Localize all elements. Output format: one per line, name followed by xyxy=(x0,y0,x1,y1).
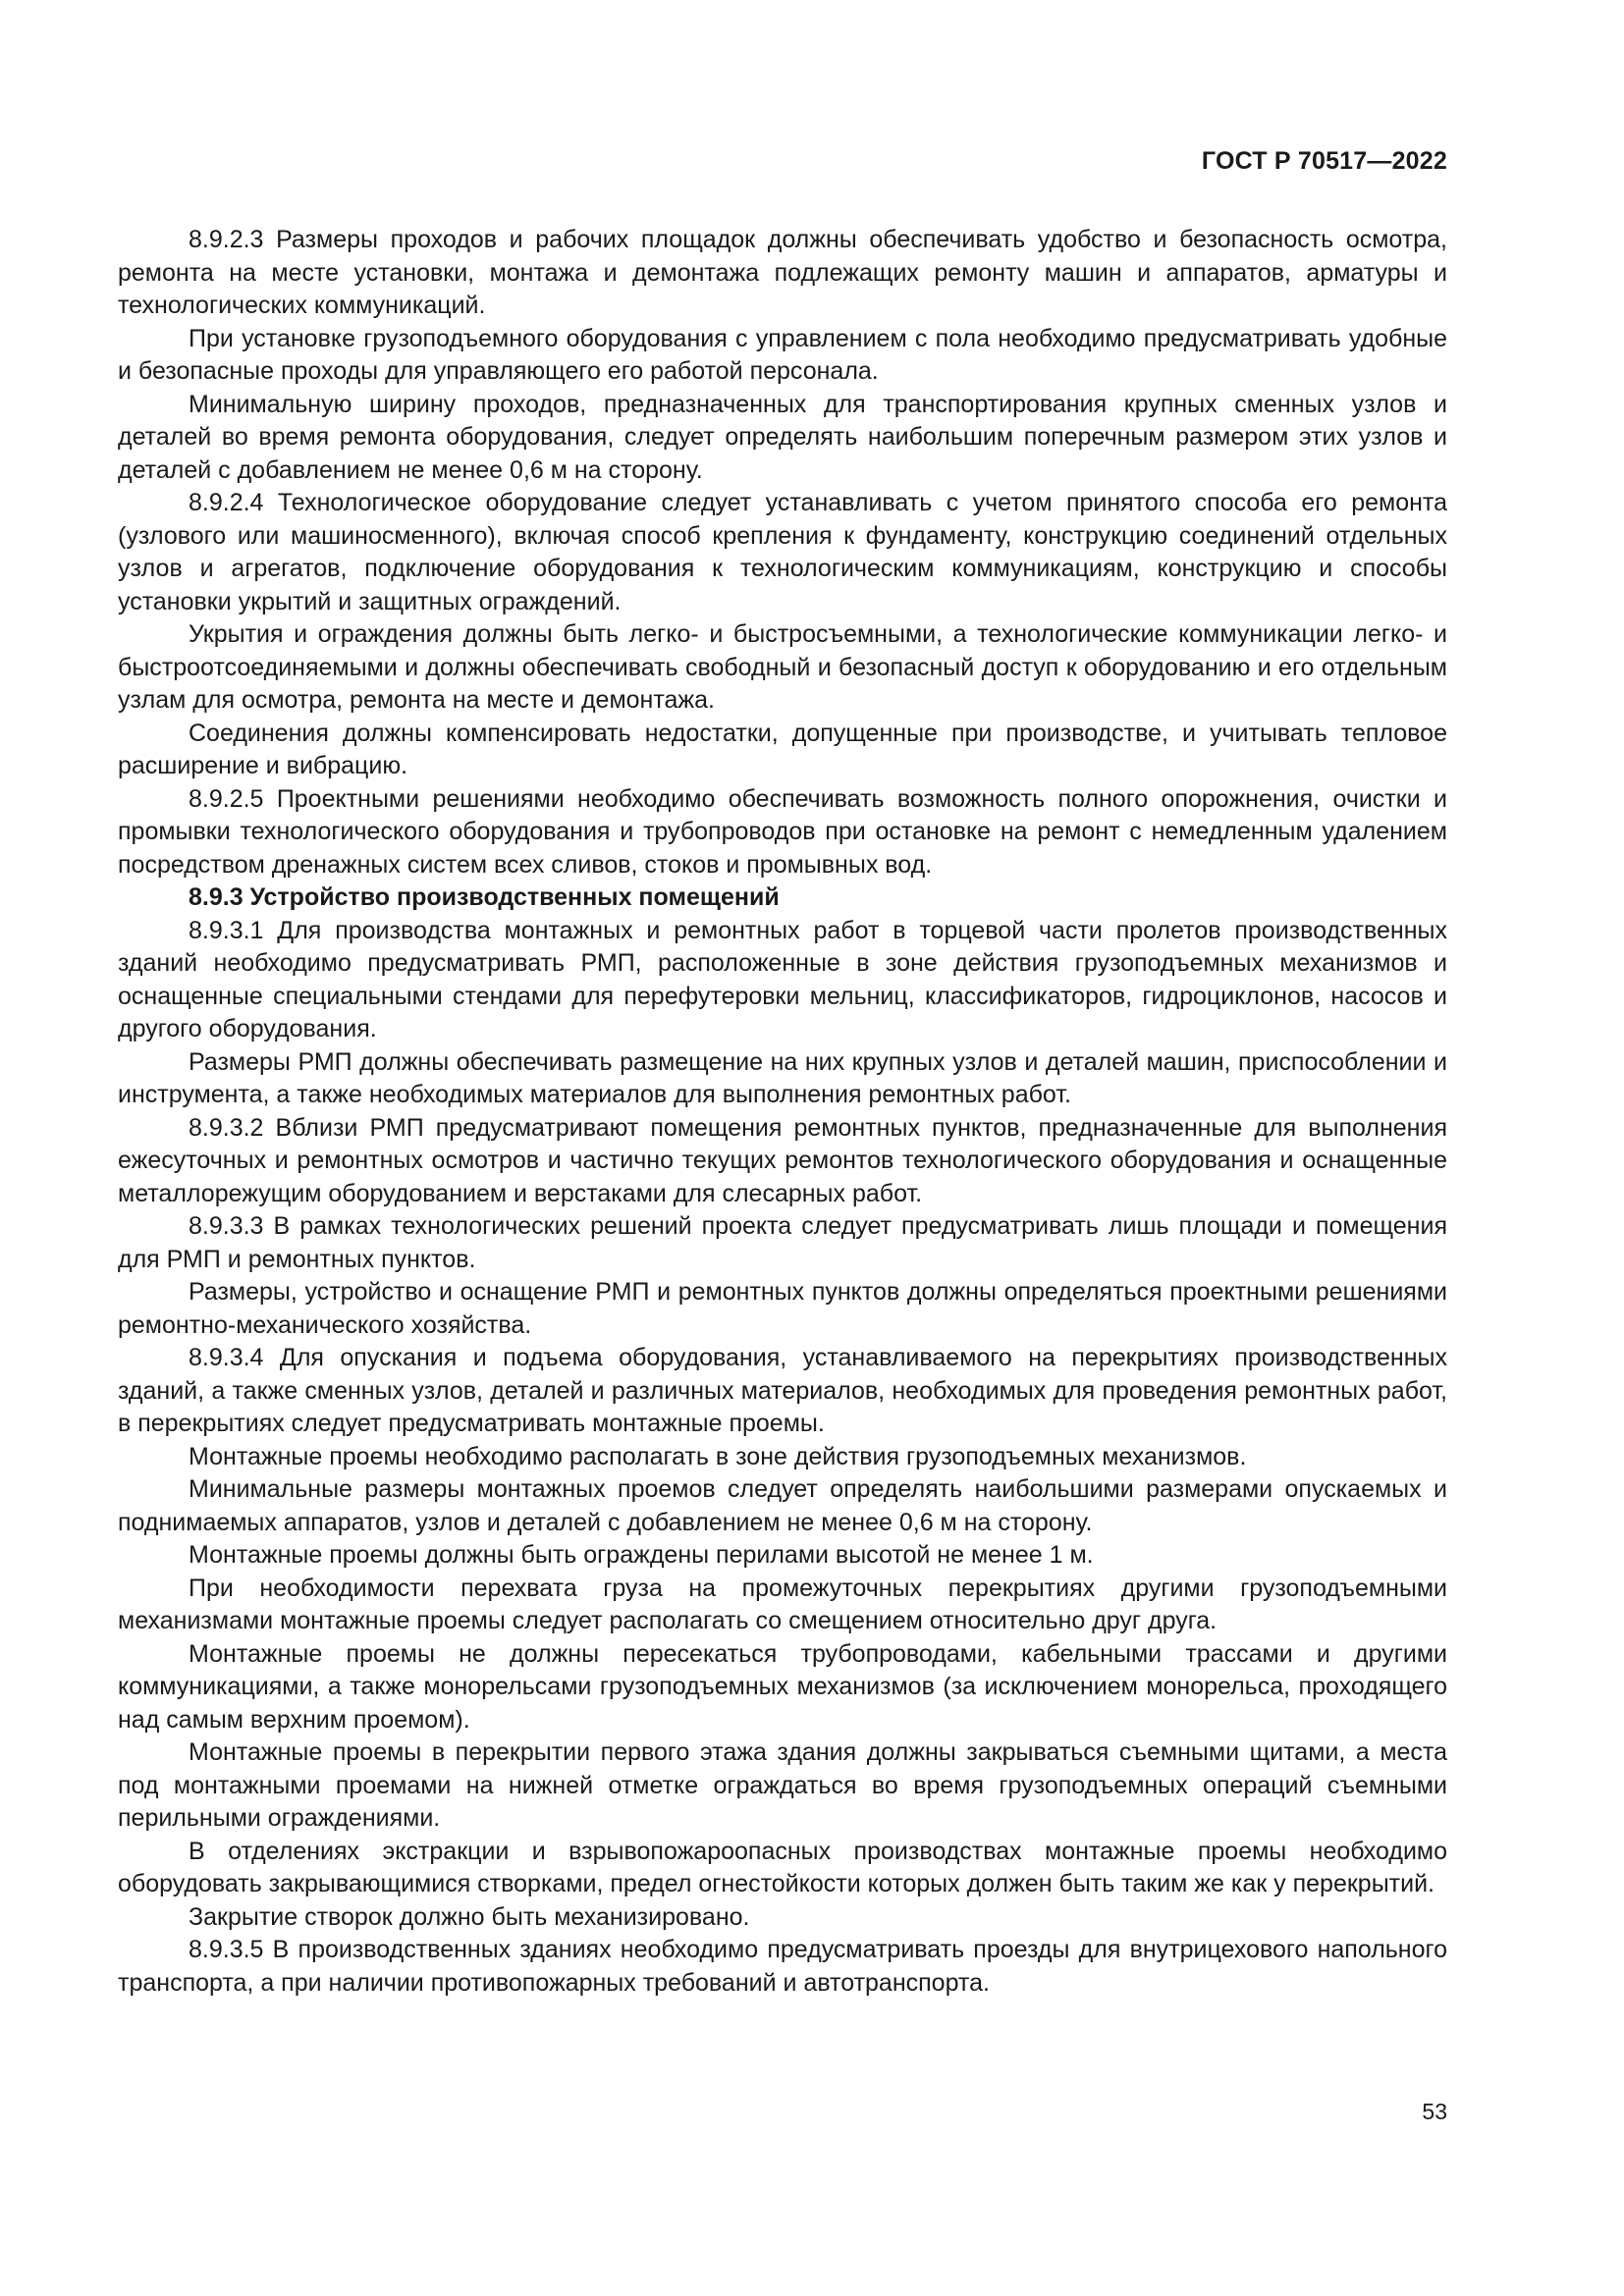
paragraph: Монтажные проемы должны быть ограждены перилами высотой не менее 1 м. xyxy=(189,1541,1094,1569)
paragraph: 8.9.2.3 Размеры проходов и рабочих площадок должны обеспечивать удобство и безопасность осмотра, ремонта на месте установки, монтажа и демонтажа подлежащих ремонту машин и аппаратов, арматуры и технологических коммуникаций. xyxy=(118,226,1447,319)
paragraph: Минимальную ширину проходов, предназначенных для транспортирования крупных сменных узлов и деталей во время ремонта оборудования, следует определять наибольшим поперечным размером этих узлов и деталей с добавлением не менее 0,6 м на сторону. xyxy=(118,390,1447,484)
paragraph: Монтажные проемы необходимо располагать в зоне действия грузоподъемных механизмов. xyxy=(189,1442,1247,1470)
paragraph: Минимальные размеры монтажных проемов следует определять наибольшими размерами опускаемых и поднимаемых аппаратов, узлов и деталей с добавлением не менее 0,6 м на сторону. xyxy=(118,1475,1447,1536)
paragraph: В отделениях экстракции и взрывопожароопасных производствах монтажные проемы необходимо оборудовать закрывающимися створками, предел огнестойкости которых должен быть таким же как у перекрытий. xyxy=(118,1837,1447,1897)
paragraph: 8.9.2.5 Проектными решениями необходимо обеспечивать возможность полного опорожнения, очистки и промывки технологического оборудования и трубопроводов при остановке на ремонт с немедленным удалением посредством дренажных систем всех сливов, стоков и промывных вод. xyxy=(118,784,1447,879)
paragraph: 8.9.3.2 Вблизи РМП предусматривают помещения ремонтных пунктов, предназначенные для выполнения ежесуточных и ремонтных осмотров и частично текущих ремонтов технологического оборудования и оснащенные металлорежущим оборудованием и верстаками для слесарных работ. xyxy=(118,1113,1447,1207)
section-heading: 8.9.3 Устройство производственных помещений xyxy=(189,883,780,911)
paragraph: Соединения должны компенсировать недостатки, допущенные при производстве, и учитывать тепловое расширение и вибрацию. xyxy=(118,719,1447,779)
paragraph: Укрытия и ограждения должны быть легко- и быстросъемными, а технологические коммуникации легко- и быстроотсоединяемыми и должны обеспечивать свободный и безопасный доступ к оборудованию и его отдельным узлам для осмотра, ремонта на месте и демонтажа. xyxy=(118,620,1447,714)
paragraph: 8.9.2.4 Технологическое оборудование следует устанавливать с учетом принятого способа его ремонта (узлового или машиносменного), включая способ крепления к фундаменту, конструкцию соединений отдельных узлов и агрегатов, подключение оборудования к технологическим коммуникациям, конструкцию и способы установки укрытий и защитных ограждений. xyxy=(118,489,1447,615)
paragraph: Размеры, устройство и оснащение РМП и ремонтных пунктов должны определяться проектными решениями ремонтно-механического хозяйства. xyxy=(118,1278,1447,1339)
paragraph: Размеры РМП должны обеспечивать размещение на них крупных узлов и деталей машин, приспособлении и инструмента, а также необходимых материалов для выполнения ремонтных работ. xyxy=(118,1047,1447,1108)
paragraph: Монтажные проемы не должны пересекаться трубопроводами, кабельными трассами и другими коммуникациями, а также монорельсами грузоподъемных механизмов (за исключением монорельса, проходящего над самым верхним проемом). xyxy=(118,1639,1447,1734)
document-number: ГОСТ Р 70517—2022 xyxy=(1201,147,1447,175)
paragraph: При необходимости перехвата груза на промежуточных перекрытиях другими грузоподъемными механизмами монтажные проемы следует располагать со смещением относительно друг друга. xyxy=(118,1574,1447,1634)
paragraph: 8.9.3.1 Для производства монтажных и ремонтных работ в торцевой части пролетов производственных зданий необходимо предусматривать РМП, расположенные в зоне действия грузоподъемных механизмов и оснащенные специальными стендами для перефутеровки мельниц, классификаторов, гидроциклонов, насосов и другого оборудования. xyxy=(118,916,1447,1042)
paragraph: 8.9.3.5 В производственных зданиях необходимо предусматривать проезды для внутрицехового напольного транспорта, а при наличии противопожарных требований и автотранспорта. xyxy=(118,1936,1447,1997)
paragraph: Закрытие створок должно быть механизировано. xyxy=(189,1902,750,1931)
paragraph: 8.9.3.3 В рамках технологических решений проекта следует предусматривать лишь площади и помещения для РМП и ремонтных пунктов. xyxy=(118,1212,1447,1273)
document-body xyxy=(118,224,1447,2000)
page-number: 53 xyxy=(1422,2099,1447,2124)
paragraph: 8.9.3.4 Для опускания и подъема оборудования, устанавливаемого на перекрытиях производственных зданий, а также сменных узлов, деталей и различных материалов, необходимых для проведения ремонтных работ, в перекрытиях следует предусматривать монтажные проемы. xyxy=(118,1344,1447,1437)
paragraph: При установке грузоподъемного оборудования с управлением с пола необходимо предусматривать удобные и безопасные проходы для управляющего его работой персонала. xyxy=(118,324,1447,385)
paragraph: Монтажные проемы в перекрытии первого этажа здания должны закрываться съемными щитами, а места под монтажными проемами на нижней отметке ограждаться во время грузоподъемных операций съемными перильными ограждениями. xyxy=(118,1738,1447,1832)
